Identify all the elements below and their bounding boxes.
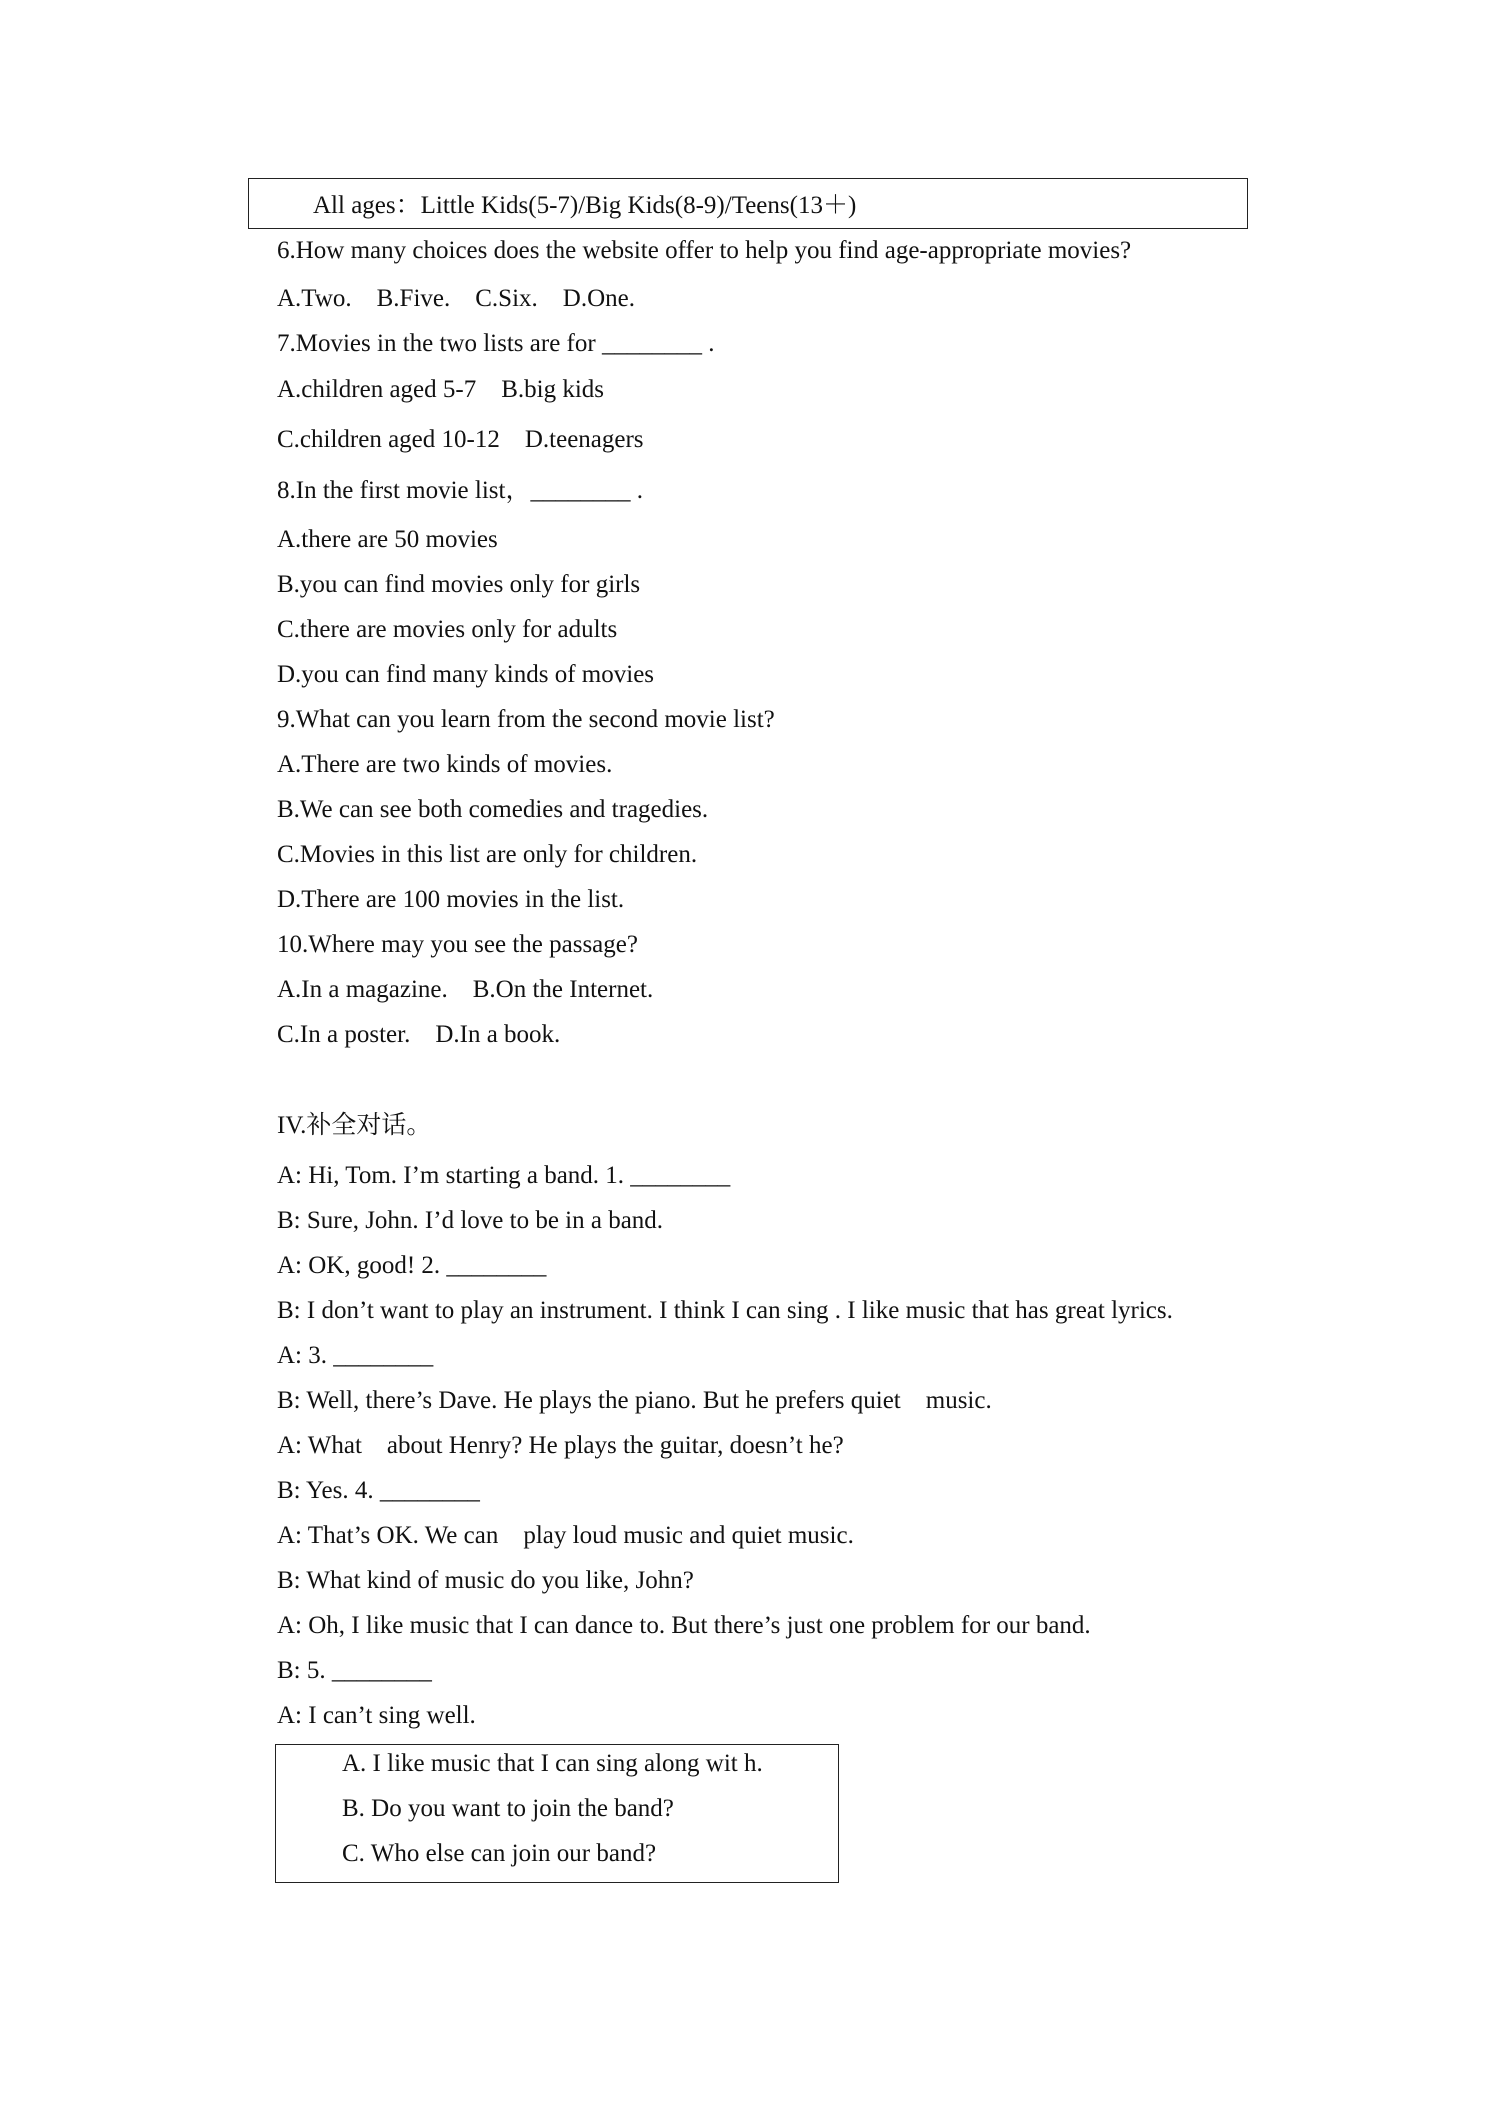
question-7-options-ab: A.children aged 5‐7 B.big kids <box>277 376 605 403</box>
question-9-option-c: C.Movies in this list are only for children. <box>277 841 698 868</box>
answer-option-a: A. I like music that I can sing along wit h. <box>342 1750 763 1777</box>
dialogue-line: A: That’s OK. We can play loud music and quiet music. <box>277 1522 854 1549</box>
question-8-option-c: C.there are movies only for adults <box>277 616 618 643</box>
dialogue-line: A: I can’t sing well. <box>277 1702 476 1729</box>
answer-option-b: B. Do you want to join the band? <box>342 1795 674 1822</box>
question-10: 10.Where may you see the passage? <box>277 931 638 958</box>
question-8-option-d: D.you can find many kinds of movies <box>277 661 655 688</box>
answer-options-box <box>275 1744 839 1883</box>
dialogue-line: A: What about Henry? He plays the guitar, doesn’t he? <box>277 1432 844 1459</box>
question-10-options-cd: C.In a poster. D.In a book. <box>277 1021 561 1048</box>
question-8-option-b: B.you can find movies only for girls <box>277 571 641 598</box>
dialogue-line: B: Well, there’s Dave. He plays the piano. But he prefers quiet music. <box>277 1387 992 1414</box>
question-9-option-d: D.There are 100 movies in the list. <box>277 886 625 913</box>
dialogue-line: B: I don’t want to play an instrument. I think I can sing . I like music that has great lyrics. <box>277 1297 1173 1324</box>
answer-option-c: C. Who else can join our band? <box>342 1840 657 1867</box>
question-7-options-cd: C.children aged 10‐12 D.teenagers <box>277 426 644 453</box>
question-6: 6.How many choices does the website offer to help you find age‐appropriate movies? <box>277 237 1132 264</box>
dialogue-line: B: Sure, John. I’d love to be in a band. <box>277 1207 664 1234</box>
dialogue-line: B: What kind of music do you like, John? <box>277 1567 694 1594</box>
question-7: 7.Movies in the two lists are for ________ . <box>277 330 715 357</box>
dialogue-line: A: 3. ________ <box>277 1342 434 1369</box>
dialogue-line: B: 5. ________ <box>277 1657 432 1684</box>
question-9: 9.What can you learn from the second movie list? <box>277 706 775 733</box>
age-categories-text: All ages：Little Kids(5‐7)/Big Kids(8‐9)/Teens(13＋) <box>313 192 857 219</box>
question-9-option-b: B.We can see both comedies and tragedies. <box>277 796 709 823</box>
question-8: 8.In the first movie list，________ . <box>277 477 643 504</box>
question-9-option-a: A.There are two kinds of movies. <box>277 751 613 778</box>
section-4-title: IV.补全对话。 <box>277 1112 432 1139</box>
question-8-option-a: A.there are 50 movies <box>277 526 498 553</box>
question-6-options: A.Two. B.Five. C.Six. D.One. <box>277 285 635 312</box>
dialogue-line: A: OK, good! 2. ________ <box>277 1252 547 1279</box>
age-categories-box <box>248 178 1248 229</box>
dialogue-line: A: Oh, I like music that I can dance to. But there’s just one problem for our band. <box>277 1612 1091 1639</box>
dialogue-line: A: Hi, Tom. I’m starting a band. 1. ________ <box>277 1162 731 1189</box>
question-10-options-ab: A.In a magazine. B.On the Internet. <box>277 976 654 1003</box>
dialogue-line: B: Yes. 4. ________ <box>277 1477 480 1504</box>
